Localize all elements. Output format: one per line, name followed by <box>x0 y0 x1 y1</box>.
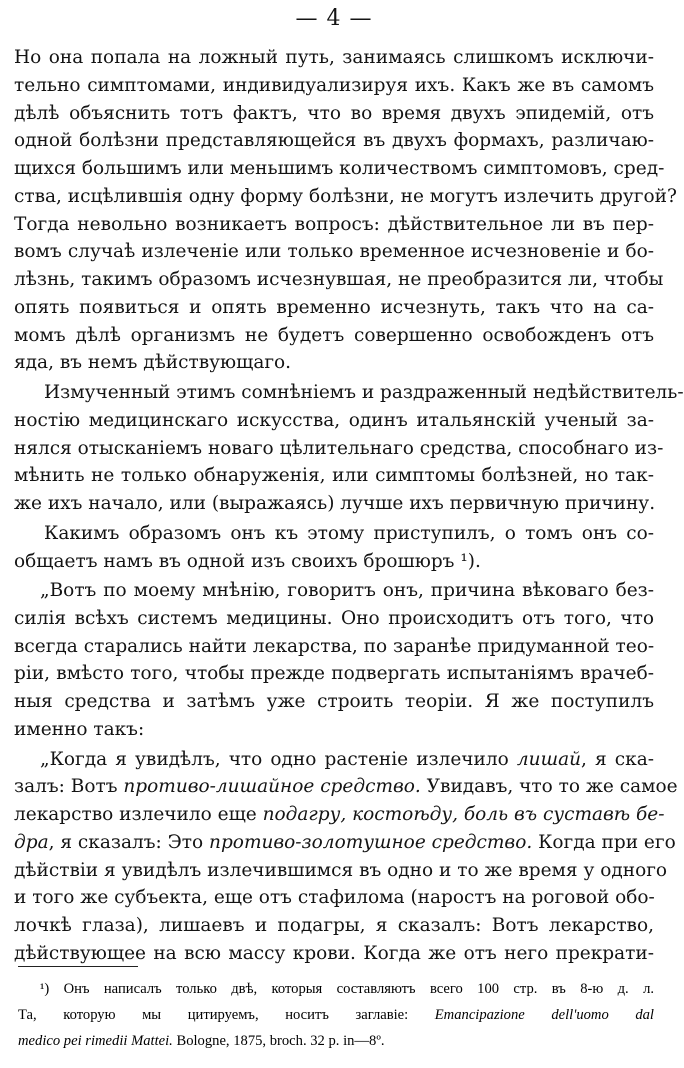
text-line: ностію медицинскаго искусства, одинъ итальянскій ученый за- <box>14 410 654 431</box>
text-line: яда, въ немъ дѣйствующаго. <box>14 352 292 373</box>
text-line: именно такъ: <box>14 719 145 740</box>
text-line: Какимъ образомъ онъ къ этому приступилъ, о томъ онъ со- <box>44 523 654 544</box>
text-line: ныя средства и затѣмъ уже строить теоріи. Я же поступилъ <box>14 691 654 712</box>
text-line: ріи, вмѣсто того, чтобы прежде подвергать испытаніямъ врачеб- <box>14 663 654 684</box>
text-line: Измученный этимъ сомнѣніемъ и раздраженный недѣйствитель- <box>44 382 684 403</box>
text-line: Тогда невольно возникаетъ вопросъ: дѣйствительное ли въ пер- <box>14 214 654 235</box>
text-line: лѣзнь, такимъ образомъ исчезнувшая, не преобразится ли, чтобы <box>14 269 664 290</box>
footnote-rule <box>18 966 138 967</box>
text-line: дѣйствіи я увидѣлъ излечившимся въ одно и то же время у одного <box>14 860 668 881</box>
text-line: силія всѣхъ системъ медицины. Оно происходитъ отъ того, что <box>14 608 654 629</box>
text-line: залъ: Вотъ противо-лишайное средство. Увидавъ, что то же самое <box>14 776 678 797</box>
text-line: дѣлѣ объяснить тотъ фактъ, что во время двухъ эпидемій, отъ <box>14 103 654 124</box>
footnote-line: ¹) Онъ написалъ только двѣ, которыя составляютъ всего 100 стр. въ 8-ю д. л. <box>40 981 654 997</box>
text-line: щихся большимъ или меньшимъ количествомъ симптомовъ, сред- <box>14 158 665 179</box>
text-line: лекарство излечило еще подагру, костоѣду, боль въ суставѣ бе- <box>14 804 665 825</box>
text-line: же ихъ начало, или (выражаясь) лучше ихъ первичную причину. <box>14 493 656 514</box>
text-line: лочкѣ глаза), лишаевъ и подагры, я сказалъ: Вотъ лекарство, <box>14 915 654 936</box>
text-line: всегда старались найти лекарства, по заранѣе придуманной тео- <box>14 636 655 657</box>
text-line: мѣнить не только обнаруженія, или симптомы болѣзней, но так- <box>14 465 654 486</box>
text-line: дра, я сказалъ: Это противо-золотушное средство. Когда при его <box>14 832 676 853</box>
footnote-line: Та, которую мы цитируемъ, носитъ заглавіе: Emancipazione dell'uomo dal <box>18 1007 654 1023</box>
text-line: нялся отысканіемъ новаго цѣлительнаго средства, способнаго из- <box>14 438 664 459</box>
text-line: опять появиться и опять временно исчезнуть, такъ что на са- <box>14 297 654 318</box>
text-line: общаетъ намъ въ одной изъ своихъ брошюръ ¹). <box>14 551 481 572</box>
page-number: — 4 — <box>295 6 373 31</box>
text-line: дѣйствующее на всю массу крови. Когда же отъ него прекрати- <box>14 943 654 964</box>
text-line: „Когда я увидѣлъ, что одно растеніе излечило лишай, я ска- <box>40 749 654 770</box>
text-line: одной болѣзни представляющейся въ двухъ формахъ, различаю- <box>14 130 654 151</box>
text-line: ства, исцѣлившія одну форму болѣзни, не могутъ излечить другой? <box>14 186 677 207</box>
footnote-line: medico pei rimedii Mattei. Bologne, 1875, broch. 32 p. in—8º. <box>18 1033 385 1049</box>
text-line: и того же субъекта, еще отъ стафилома (наростъ на роговой обо- <box>14 887 655 908</box>
text-line: момъ дѣлѣ организмъ не будетъ совершенно освобожденъ отъ <box>14 325 654 346</box>
text-line: вомъ случаѣ излеченіе или только временное исчезновеніе и бо- <box>14 241 654 262</box>
text-line: „Вотъ по моему мнѣнію, говоритъ онъ, причина вѣковаго без- <box>40 580 654 601</box>
text-line: тельно симптомами, индивидуализируя ихъ. Какъ же въ самомъ <box>14 75 654 96</box>
text-line: Но она попала на ложный путь, занимаясь слишкомъ исключи- <box>14 47 654 68</box>
